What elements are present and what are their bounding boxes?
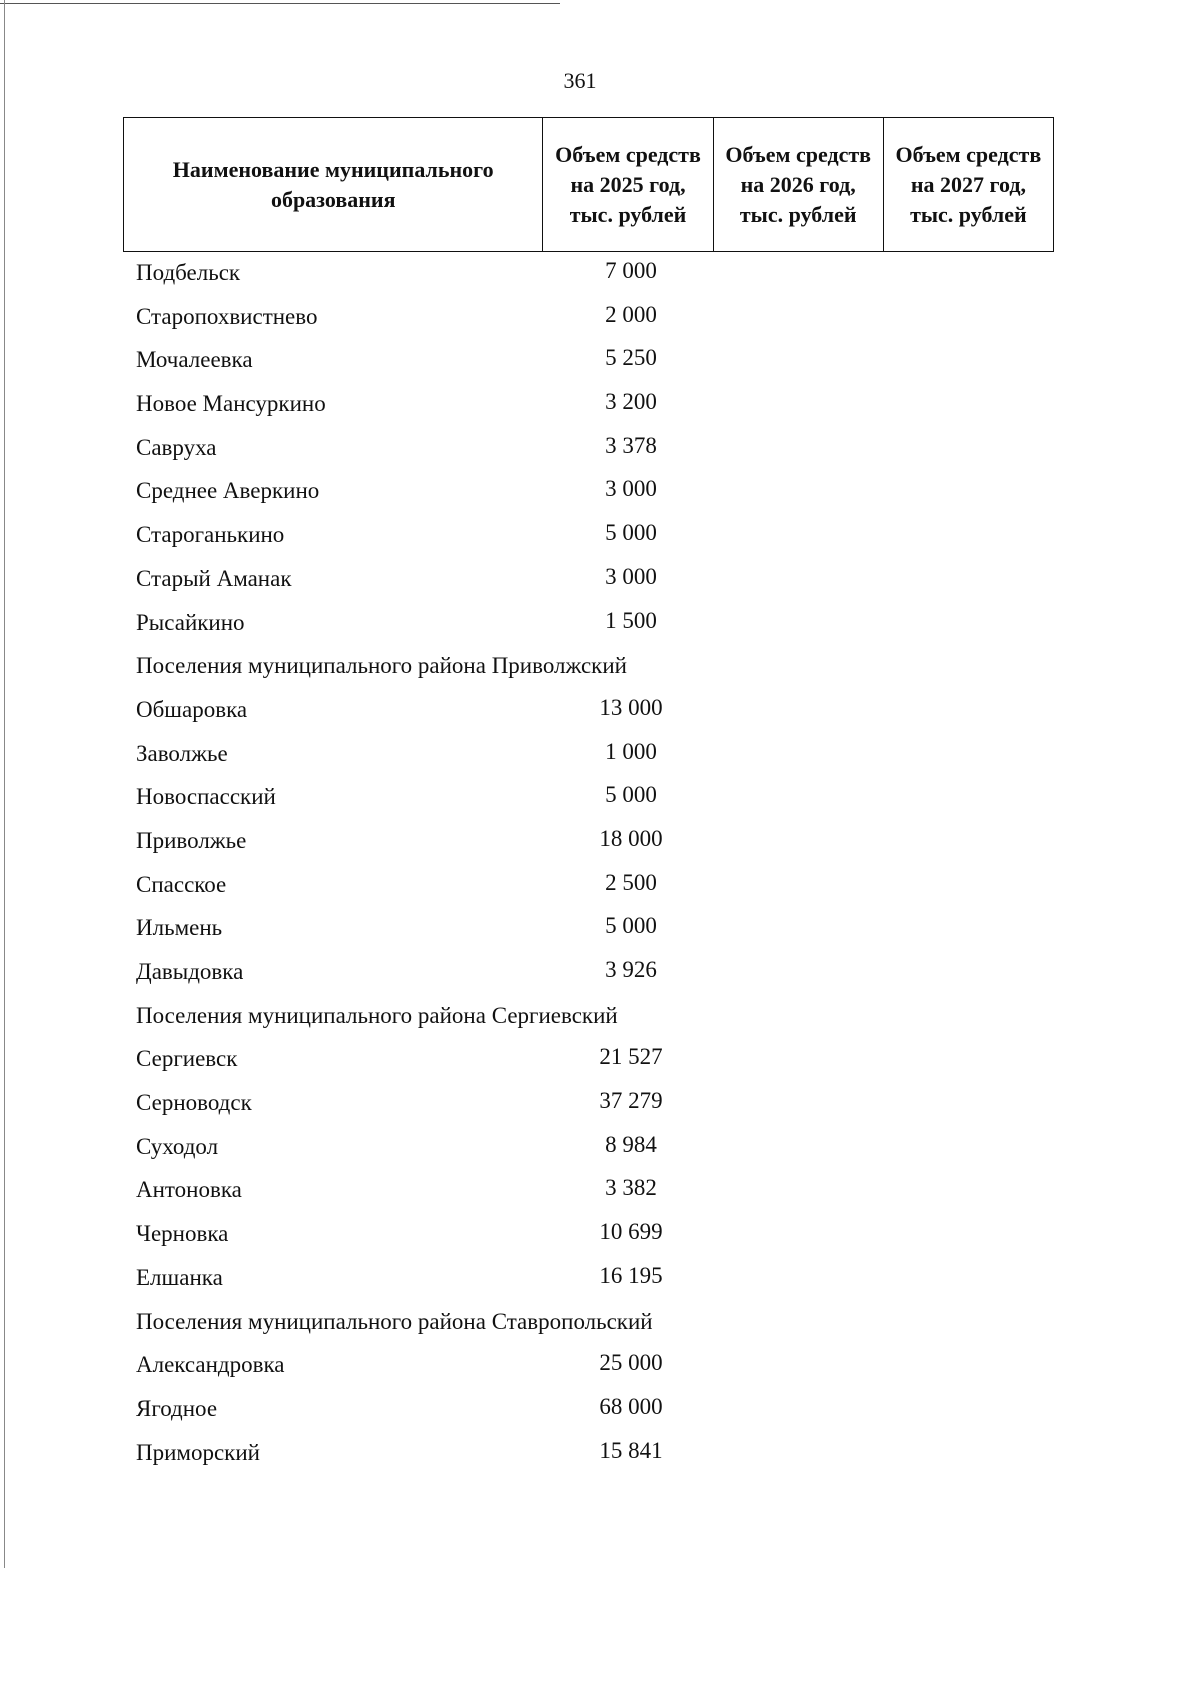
scan-left-edge-line bbox=[4, 0, 5, 1568]
table-row bbox=[136, 1388, 1056, 1432]
municipality-name: Старопохвистнево bbox=[136, 303, 318, 329]
table-body bbox=[136, 252, 1056, 1475]
amount-2025: 3 926 bbox=[605, 957, 657, 982]
table-row bbox=[136, 252, 1056, 296]
header-amount-2026: Объем средств на 2026 год, тыс. рублей bbox=[713, 118, 883, 252]
amount-2025: 13 000 bbox=[599, 694, 663, 720]
amount-2025: 1 000 bbox=[605, 738, 657, 764]
table-header bbox=[123, 117, 1054, 252]
header-amount-2025: Объем средств на 2025 год, тыс. рублей bbox=[543, 118, 713, 252]
municipality-name: Среднее Аверкино bbox=[136, 478, 320, 504]
group-heading-row bbox=[136, 995, 1056, 1039]
amount-2025: 5 000 bbox=[605, 913, 657, 939]
municipality-name: Спасское bbox=[136, 871, 227, 897]
table-row bbox=[136, 514, 1056, 558]
amount-2025: 5 000 bbox=[605, 782, 657, 808]
municipality-name: Рысайкино bbox=[136, 609, 245, 635]
municipality-name: Приволжье bbox=[136, 827, 247, 853]
table-row bbox=[136, 1038, 1056, 1082]
group-heading: Поселения муниципального района Приволжский bbox=[136, 653, 627, 679]
amount-2025: 25 000 bbox=[599, 1350, 663, 1376]
amount-2025: 8 984 bbox=[605, 1131, 657, 1157]
municipality-name: Староганькино bbox=[136, 522, 285, 548]
header-municipality-name: Наименование муниципального образования bbox=[124, 118, 543, 252]
municipality-name: Сергиевск bbox=[136, 1046, 238, 1072]
amount-2025: 2 500 bbox=[605, 869, 657, 895]
table-row bbox=[136, 427, 1056, 471]
table-row bbox=[136, 470, 1056, 514]
table-row bbox=[136, 820, 1056, 864]
amount-2025: 3 000 bbox=[605, 563, 657, 589]
amount-2025: 3 378 bbox=[605, 432, 657, 458]
amount-2025: 18 000 bbox=[599, 825, 663, 851]
amount-2025: 15 841 bbox=[599, 1437, 663, 1463]
scan-top-edge-line bbox=[0, 3, 560, 4]
municipality-name: Давыдовка bbox=[136, 959, 244, 984]
municipality-name: Антоновка bbox=[136, 1177, 242, 1203]
municipality-name: Старый Аманак bbox=[136, 565, 292, 591]
municipality-name: Заволжье bbox=[136, 740, 228, 766]
table-row bbox=[136, 558, 1056, 602]
group-heading-row bbox=[136, 1301, 1056, 1345]
table-row bbox=[136, 776, 1056, 820]
table-row bbox=[136, 951, 1056, 995]
municipality-name: Савруха bbox=[136, 434, 217, 460]
amount-2025: 3 382 bbox=[605, 1175, 657, 1201]
municipality-name: Новое Мансуркино bbox=[136, 391, 326, 417]
table-row bbox=[136, 1344, 1056, 1388]
amount-2025: 68 000 bbox=[599, 1393, 663, 1419]
group-heading-row bbox=[136, 645, 1056, 689]
municipality-name: Приморский bbox=[136, 1439, 260, 1465]
municipality-name: Обшаровка bbox=[136, 696, 248, 722]
table-row bbox=[136, 1169, 1056, 1213]
table-row bbox=[136, 907, 1056, 951]
amount-2025: 16 195 bbox=[599, 1262, 663, 1288]
table-row bbox=[136, 1082, 1056, 1126]
group-heading: Поселения муниципального района Ставропольский bbox=[136, 1308, 653, 1334]
amount-2025: 21 527 bbox=[599, 1044, 663, 1070]
table-row bbox=[136, 296, 1056, 340]
municipality-name: Ягодное bbox=[136, 1395, 218, 1421]
amount-2025: 10 699 bbox=[599, 1219, 663, 1245]
municipality-name: Ильмень bbox=[136, 915, 223, 941]
amount-2025: 2 000 bbox=[605, 301, 657, 327]
group-heading: Поселения муниципального района Сергиевский bbox=[136, 1002, 618, 1028]
amount-2025: 5 250 bbox=[605, 345, 657, 371]
table-row bbox=[136, 1432, 1056, 1476]
table-row bbox=[136, 689, 1056, 733]
municipality-name: Подбельск bbox=[136, 260, 241, 285]
municipality-name: Елшанка bbox=[136, 1264, 223, 1290]
amount-2025: 37 279 bbox=[599, 1088, 663, 1114]
municipality-name: Суходол bbox=[136, 1133, 219, 1159]
table-row bbox=[136, 1126, 1056, 1170]
header-amount-2027: Объем средств на 2027 год, тыс. рублей bbox=[883, 118, 1053, 252]
amount-2025: 3 200 bbox=[605, 389, 657, 415]
municipality-name: Мочалеевка bbox=[136, 347, 253, 373]
table-row bbox=[136, 1213, 1056, 1257]
amount-2025: 1 500 bbox=[605, 607, 657, 633]
municipality-name: Александровка bbox=[136, 1352, 285, 1378]
page-number: 361 bbox=[563, 68, 597, 93]
table-row bbox=[136, 733, 1056, 777]
municipality-name: Серноводск bbox=[136, 1090, 252, 1116]
table-row bbox=[136, 383, 1056, 427]
table-row bbox=[136, 602, 1056, 646]
amount-2025: 5 000 bbox=[605, 520, 657, 546]
table-row bbox=[136, 1257, 1056, 1301]
amount-2025: 3 000 bbox=[605, 476, 657, 502]
table-row bbox=[136, 339, 1056, 383]
amount-2025: 7 000 bbox=[605, 258, 657, 283]
table-row bbox=[136, 864, 1056, 908]
municipality-name: Черновка bbox=[136, 1221, 229, 1247]
municipality-name: Новоспасский bbox=[136, 784, 276, 810]
